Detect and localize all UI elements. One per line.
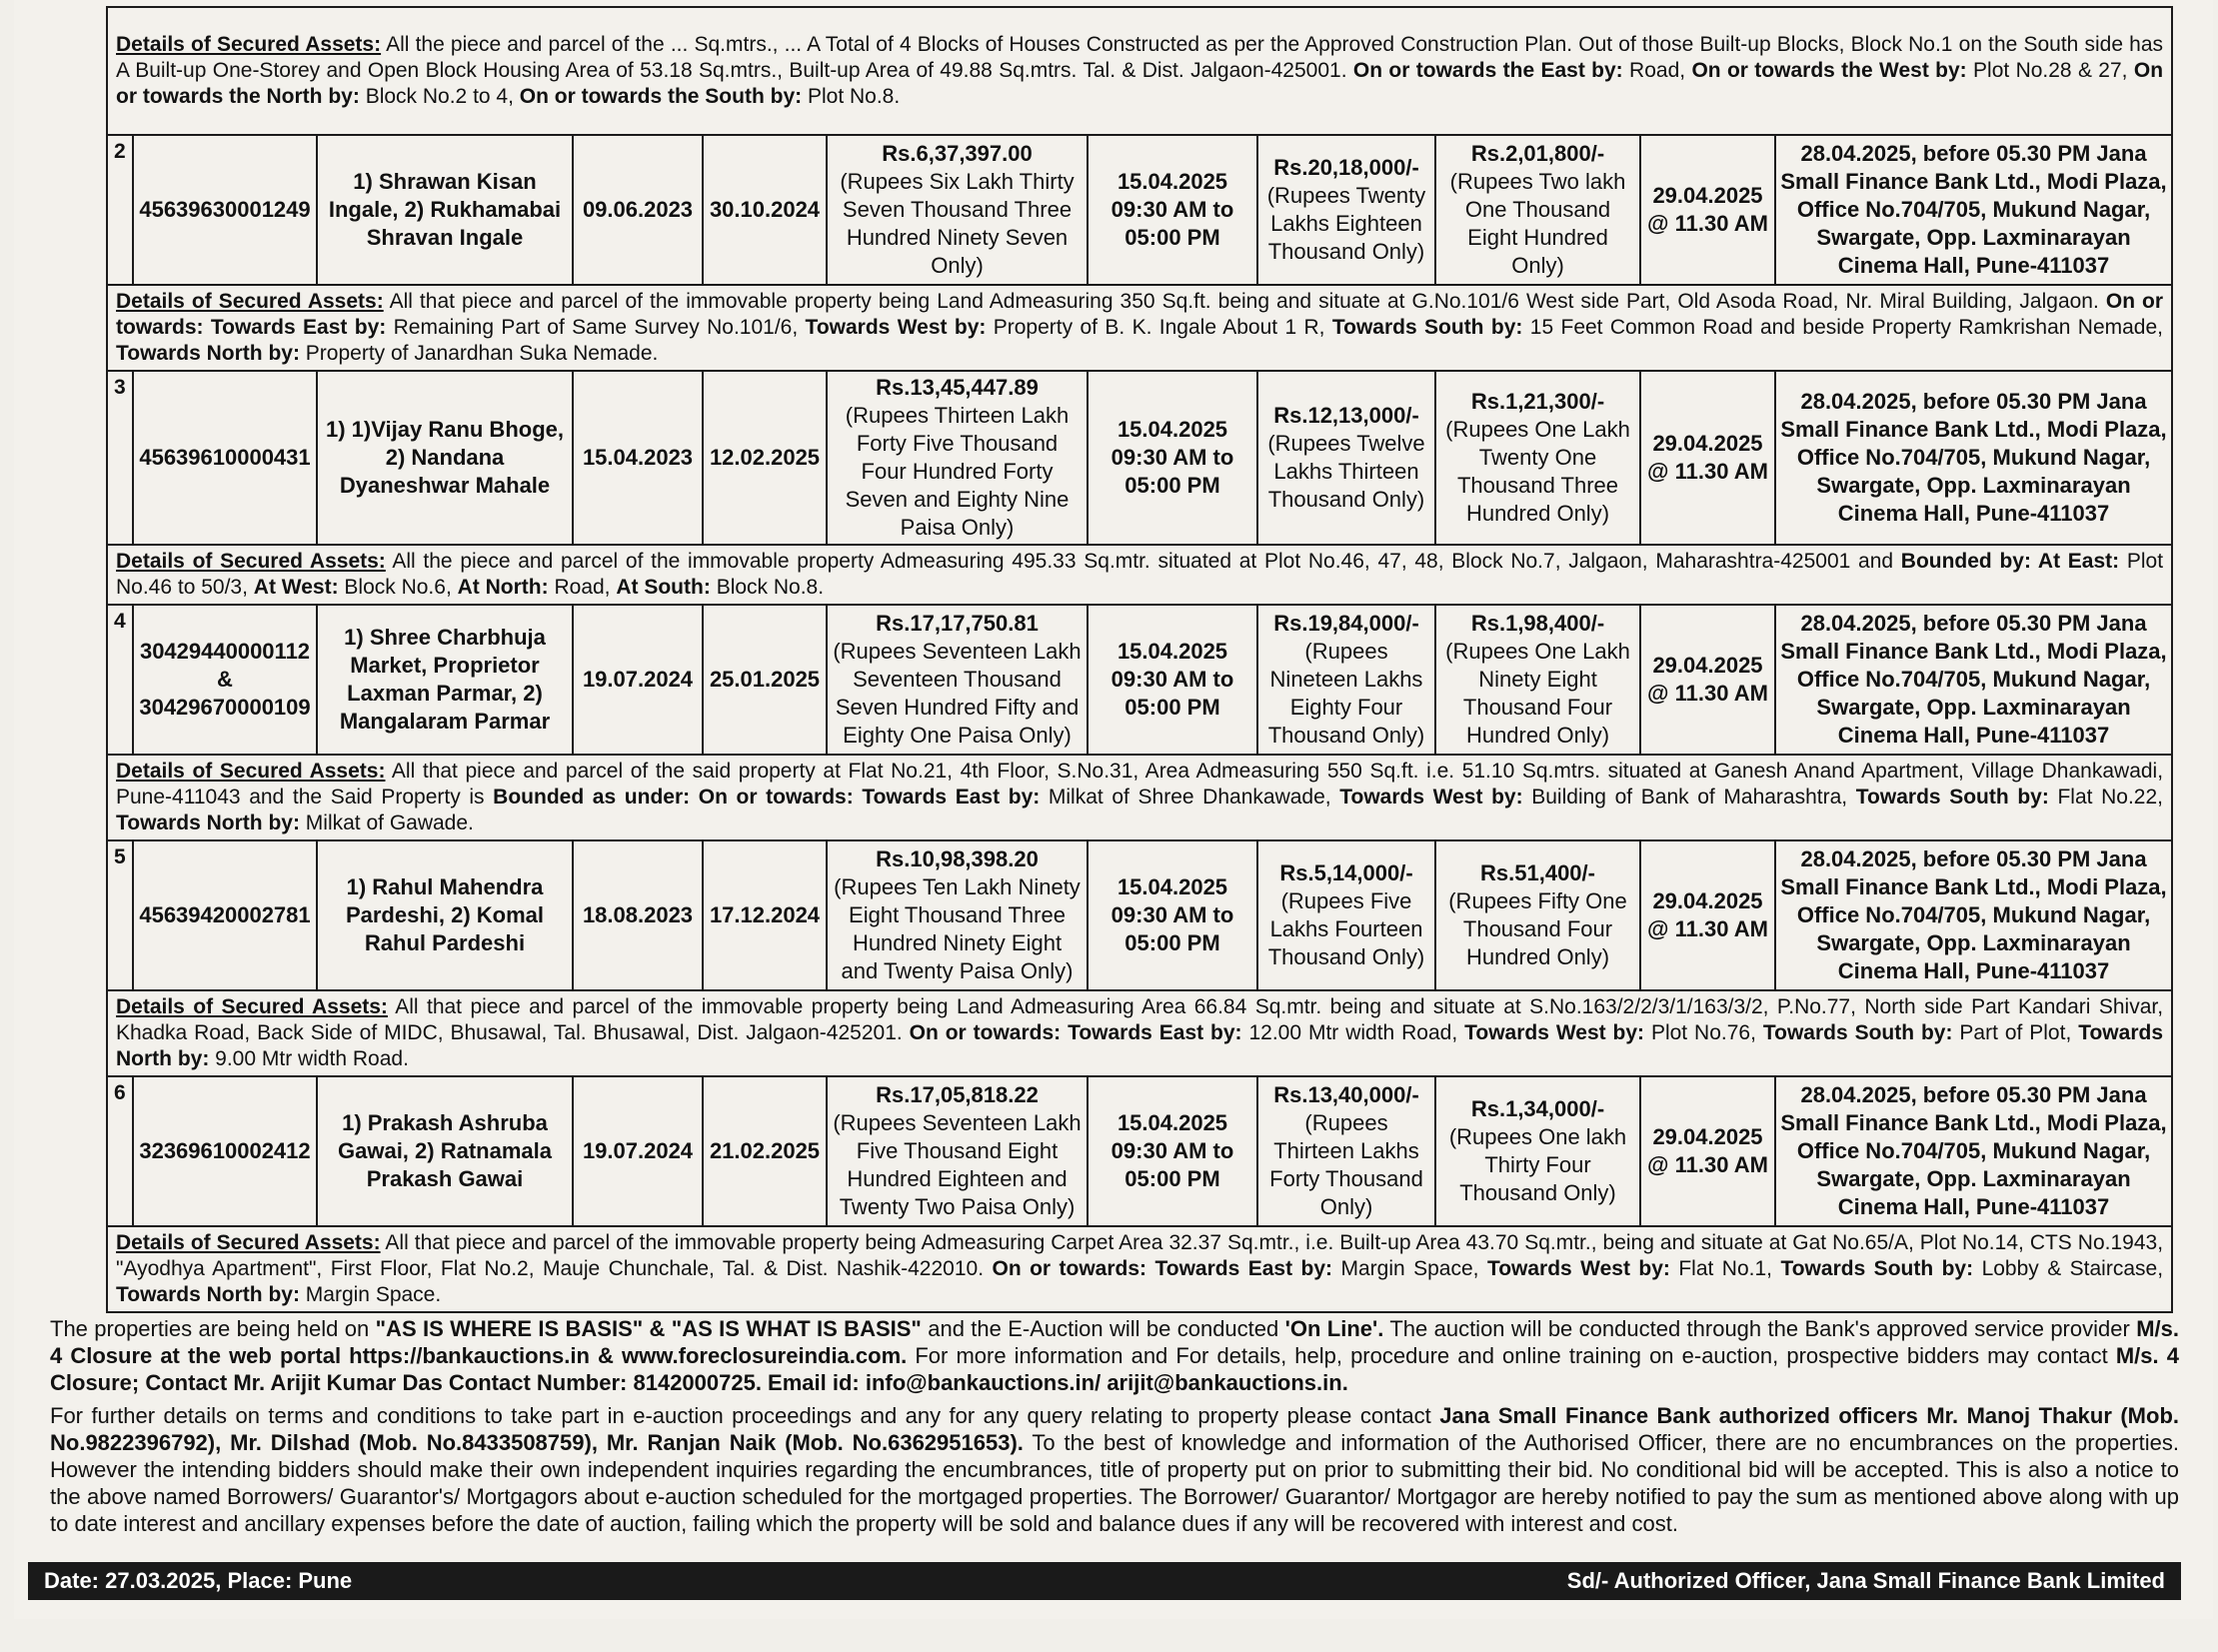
assets-cell-5: Details of Secured Assets: All that piece and parcel of the immovable property being Land Admeasuring Area 66.84 Sq.mtr. being and situate at S.No.163/2/2/3/1/163/3/2, P.No.77, North side Part Kandari Shivar, Khadka Road, Back Side of MIDC, Bhusawal, Tal. Bhusawal, Dist. Jalgaon-425201. On or towards: Towards East by: 12.00 Mtr width Road, Towards West by: Plot No.76, Towards South by: Part of Plot, Towards North by: 9.00 Mtr width Road. (107, 990, 2172, 1076)
borrower-names: 1) Shree Charbhuja Market, Proprietor Laxman Parmar, 2) Mangalaram Parmar (317, 605, 573, 755)
notice-date: 30.10.2024 (703, 135, 827, 285)
reserve-price: Rs.13,40,000/- (Rupees Thirteen Lakhs Forty Thousand Only) (1257, 1076, 1435, 1226)
assets-row-3 (107, 545, 2172, 605)
serial-number: 2 (107, 135, 133, 285)
loan-number: 30429440000112 & 30429670000109 (133, 605, 317, 755)
bid-submission: 28.04.2025, before 05.30 PM Jana Small Finance Bank Ltd., Modi Plaza, Office No.704/705, Mukund Nagar, Swargate, Opp. Laxminarayan Cinema Hall, Pune-411037 (1775, 840, 2172, 990)
auction-date: 29.04.2025 @ 11.30 AM (1640, 1076, 1775, 1226)
emd-amount: Rs.2,01,800/- (Rupees Two lakh One Thousand Eight Hundred Only) (1435, 135, 1640, 285)
assets-cell-2: Details of Secured Assets: All that piece and parcel of the immovable property being Land Admeasuring 350 Sq.ft. being and situate at G.No.101/6 West side Part, Old Asoda Road, Nr. Miral Building, Jalgaon. On or towards: Towards East by: Remaining Part of Same Survey No.101/6, Towards West by: Property of B. K. Ingale About 1 R, Towards South by: 15 Feet Common Road and beside Property Ramkrishan Nemade, Towards North by: Property of Janardhan Suka Nemade. (107, 285, 2172, 371)
assets-cell-3: Details of Secured Assets: All the piece and parcel of the immovable property Admeasuring 495.33 Sq.mtr. situated at Plot No.46, 47, 48, Block No.7, Jalgaon, Maharashtra-425001 and Bounded by: At East: Plot No.46 to 50/3, At West: Block No.6, At North: Road, At South: Block No.8. (107, 545, 2172, 605)
assets-row-4 (107, 755, 2172, 840)
serial-number: 4 (107, 605, 133, 755)
emd-amount: Rs.1,34,000/- (Rupees One lakh Thirty Four Thousand Only) (1435, 1076, 1640, 1226)
assets-row-2 (107, 285, 2172, 371)
outstanding-amount: Rs.13,45,447.89 (Rupees Thirteen Lakh Forty Five Thousand Four Hundred Forty Seven and Eighty Nine Paisa Only) (827, 371, 1088, 545)
borrower-names: 1) Shrawan Kisan Ingale, 2) Rukhamabai Shravan Ingale (317, 135, 573, 285)
assets-row-1 (107, 7, 2172, 135)
bid-submission: 28.04.2025, before 05.30 PM Jana Small Finance Bank Ltd., Modi Plaza, Office No.704/705, Mukund Nagar, Swargate, Opp. Laxminarayan Cinema Hall, Pune-411037 (1775, 605, 2172, 755)
assets-row-6 (107, 1226, 2172, 1312)
auction-date: 29.04.2025 @ 11.30 AM (1640, 371, 1775, 545)
assets-row-5 (107, 990, 2172, 1076)
auction-row-6 (107, 1076, 2172, 1226)
auction-date: 29.04.2025 @ 11.30 AM (1640, 840, 1775, 990)
outstanding-amount: Rs.17,05,818.22 (Rupees Seventeen Lakh Five Thousand Eight Hundred Eighteen and Twenty Two Paisa Only) (827, 1076, 1088, 1226)
notice-date: 25.01.2025 (703, 605, 827, 755)
inspection-time: 15.04.2025 09:30 AM to 05:00 PM (1088, 1076, 1257, 1226)
emd-amount: Rs.1,98,400/- (Rupees One Lakh Ninety Eight Thousand Four Hundred Only) (1435, 605, 1640, 755)
npa-date: 19.07.2024 (573, 605, 703, 755)
notice-date: 17.12.2024 (703, 840, 827, 990)
npa-date: 18.08.2023 (573, 840, 703, 990)
auction-row-5 (107, 840, 2172, 990)
notice-date: 12.02.2025 (703, 371, 827, 545)
assets-cell-4: Details of Secured Assets: All that piece and parcel of the said property at Flat No.21, 4th Floor, S.No.31, Area Admeasuring 550 Sq.ft. i.e. 51.10 Sq.mtrs. situated at Ganesh Anand Apartment, Village Dhankawadi, Pune-411043 and the Said Property is Bounded as under: On or towards: Towards East by: Milkat of Shree Dhankawade, Towards West by: Building of Bank of Maharashtra, Towards South by: Flat No.22, Towards North by: Milkat of Gawade. (107, 755, 2172, 840)
outstanding-amount: Rs.10,98,398.20 (Rupees Ten Lakh Ninety Eight Thousand Three Hundred Ninety Eight and Twenty Paisa Only) (827, 840, 1088, 990)
loan-number: 32369610002412 (133, 1076, 317, 1226)
borrower-names: 1) Rahul Mahendra Pardeshi, 2) Komal Rahul Pardeshi (317, 840, 573, 990)
reserve-price: Rs.20,18,000/- (Rupees Twenty Lakhs Eighteen Thousand Only) (1257, 135, 1435, 285)
npa-date: 15.04.2023 (573, 371, 703, 545)
borrower-names: 1) Prakash Ashruba Gawai, 2) Ratnamala Prakash Gawai (317, 1076, 573, 1226)
emd-amount: Rs.1,21,300/- (Rupees One Lakh Twenty One Thousand Three Hundred Only) (1435, 371, 1640, 545)
loan-number: 45639610000431 (133, 371, 317, 545)
inspection-time: 15.04.2025 09:30 AM to 05:00 PM (1088, 135, 1257, 285)
auction-row-2 (107, 135, 2172, 285)
npa-date: 19.07.2024 (573, 1076, 703, 1226)
auction-date: 29.04.2025 @ 11.30 AM (1640, 605, 1775, 755)
auction-table (106, 6, 2173, 1313)
inspection-time: 15.04.2025 09:30 AM to 05:00 PM (1088, 840, 1257, 990)
reserve-price: Rs.19,84,000/- (Rupees Nineteen Lakhs Eighty Four Thousand Only) (1257, 605, 1435, 755)
inspection-time: 15.04.2025 09:30 AM to 05:00 PM (1088, 605, 1257, 755)
serial-number: 6 (107, 1076, 133, 1226)
inspection-time: 15.04.2025 09:30 AM to 05:00 PM (1088, 371, 1257, 545)
authorized-signature: Sd/- Authorized Officer, Jana Small Finance Bank Limited (1566, 1568, 2165, 1593)
loan-number: 45639420002781 (133, 840, 317, 990)
outstanding-amount: Rs.6,37,397.00 (Rupees Six Lakh Thirty Seven Thousand Three Hundred Ninety Seven Only) (827, 135, 1088, 285)
serial-number: 3 (107, 371, 133, 545)
terms-paragraph-1: The properties are being held on "AS IS WHERE IS BASIS" & "AS IS WHAT IS BASIS" and the E-Auction will be conducted 'On Line'. The auction will be conducted through the Bank's approved service provider M/s. 4 Closure at the web portal https://bankauctions.in & www.foreclosureindia.com. For more information and For details, help, procedure and online training on e-auction, prospective bidders may contact M/s. 4 Closure; Contact Mr. Arijit Kumar Das Contact Number: 8142000725. Email id: info@bankauctions.in/ arijit@bankauctions.in. (50, 1316, 2179, 1395)
npa-date: 09.06.2023 (573, 135, 703, 285)
bid-submission: 28.04.2025, before 05.30 PM Jana Small Finance Bank Ltd., Modi Plaza, Office No.704/705, Mukund Nagar, Swargate, Opp. Laxminarayan Cinema Hall, Pune-411037 (1775, 1076, 2172, 1226)
auction-row-3 (107, 371, 2172, 545)
reserve-price: Rs.12,13,000/- (Rupees Twelve Lakhs Thirteen Thousand Only) (1257, 371, 1435, 545)
terms-paragraph-2: For further details on terms and conditions to take part in e-auction proceedings and any for any query relating to property please contact Jana Small Finance Bank authorized officers Mr. Manoj Thakur (Mob. No.9822396792), Mr. Dilshad (Mob. No.8433508759), Mr. Ranjan Naik (Mob. No.6362951653). To the best of knowledge and information of the Authorised Officer, there are no encumbrances on the properties. However the intending bidders should make their own independent inquiries regarding the encumbrances, title of property put on prior to submitting their bid. No conditional bid will be accepted. This is also a notice to the above named Borrowers/ Guarantor's/ Mortgagors about e-auction scheduled for the mortgaged properties. The Borrower/ Guarantor/ Mortgagor are hereby notified to pay the sum as mentioned above along with up to date interest and ancillary expenses before the date of auction, failing which the property will be sold and balance dues if any will be recovered with interest and cost. (50, 1403, 2179, 1536)
bid-submission: 28.04.2025, before 05.30 PM Jana Small Finance Bank Ltd., Modi Plaza, Office No.704/705, Mukund Nagar, Swargate, Opp. Laxminarayan Cinema Hall, Pune-411037 (1775, 371, 2172, 545)
date-place: Date: 27.03.2025, Place: Pune (44, 1568, 353, 1593)
emd-amount: Rs.51,400/- (Rupees Fifty One Thousand Four Hundred Only) (1435, 840, 1640, 990)
auction-date: 29.04.2025 @ 11.30 AM (1640, 135, 1775, 285)
bid-submission: 28.04.2025, before 05.30 PM Jana Small Finance Bank Ltd., Modi Plaza, Office No.704/705, Mukund Nagar, Swargate, Opp. Laxminarayan Cinema Hall, Pune-411037 (1775, 135, 2172, 285)
signature-bar (28, 1562, 2181, 1600)
reserve-price: Rs.5,14,000/- (Rupees Five Lakhs Fourteen Thousand Only) (1257, 840, 1435, 990)
assets-cell-6: Details of Secured Assets: All that piece and parcel of the immovable property being Admeasuring Carpet Area 32.37 Sq.mtr., i.e. Built-up Area 43.70 Sq.mtr., being and situate at Gat No.65/A, Plot No.14, CTS No.1943, "Ayodhya Apartment", First Floor, Flat No.2, Mauje Chunchale, Tal. & Dist. Nashik-422010. On or towards: Towards East by: Margin Space, Towards West by: Flat No.1, Towards South by: Lobby & Staircase, Towards North by: Margin Space. (107, 1226, 2172, 1312)
borrower-names: 1) 1)Vijay Ranu Bhoge, 2) Nandana Dyaneshwar Mahale (317, 371, 573, 545)
loan-number: 45639630001249 (133, 135, 317, 285)
newspaper-clipping (14, 0, 2213, 1619)
assets-cell-1: Details of Secured Assets: All the piece and parcel of the ... Sq.mtrs., ... A Total of 4 Blocks of Houses Constructed as per the Approved Construction Plan. Out of those Built-up Blocks, Block No.1 on the South side has A Built-up One-Storey and Open Block Housing Area of 53.18 Sq.mtrs., Built-up Area of 49.88 Sq.mtrs. Tal. & Dist. Jalgaon-425001. On or towards the East by: Road, On or towards the West by: Plot No.28 & 27, On or towards the North by: Block No.2 to 4, On or towards the South by: Plot No.8. (107, 7, 2172, 135)
notice-date: 21.02.2025 (703, 1076, 827, 1226)
outstanding-amount: Rs.17,17,750.81 (Rupees Seventeen Lakh Seventeen Thousand Seven Hundred Fifty and Eighty One Paisa Only) (827, 605, 1088, 755)
auction-row-4 (107, 605, 2172, 755)
terms-text (50, 1315, 2179, 1543)
serial-number: 5 (107, 840, 133, 990)
